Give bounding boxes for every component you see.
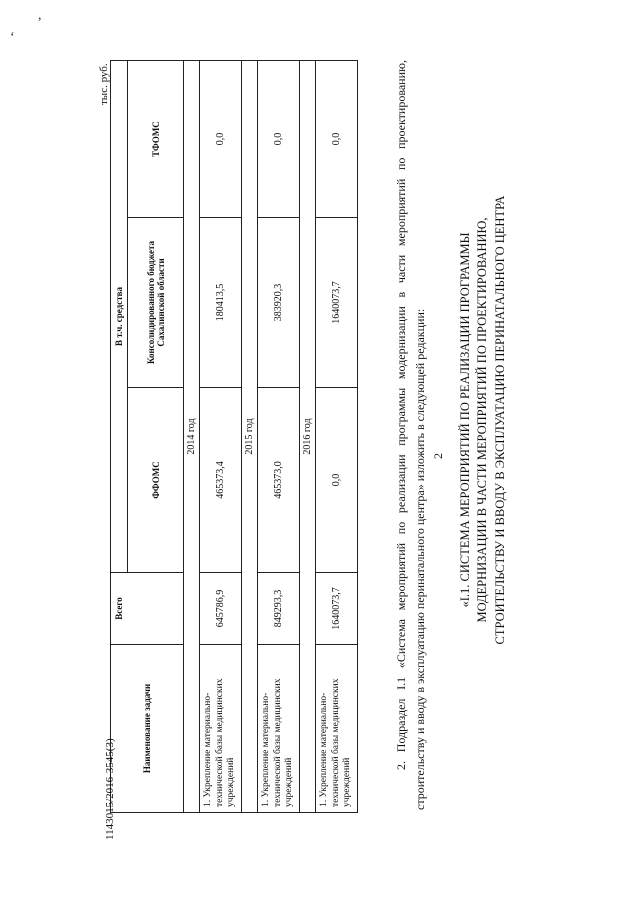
total-cell: 1640073,7 (316, 573, 358, 645)
financing-table (110, 60, 358, 813)
ffoms-cell: 0,0 (316, 388, 358, 573)
scan-speck: , (38, 8, 42, 23)
document-number: 1143015/2016-3545(3) (104, 738, 116, 840)
year-label: 2014 год (184, 61, 200, 813)
paragraph-text: 2. Подраздел I.1 «Система мероприятий по реализации программы модернизации в части мероприятий по проектированию, строительству и вводу в эксплуатацию перинатального центра» изложить в следующей редакции: (394, 60, 427, 810)
heading-line: МОДЕРНИЗАЦИИ В ЧАСТИ МЕРОПРИЯТИЙ ПО ПРОЕКТИРОВАНИЮ, (475, 217, 490, 623)
section-heading (457, 140, 509, 700)
total-cell: 849293,3 (258, 573, 300, 645)
col-tfoms-header: ТФОМС (128, 61, 184, 218)
table-row (316, 61, 358, 813)
year-label: 2016 год (300, 61, 316, 813)
heading-line: «I.1. СИСТЕМА МЕРОПРИЯТИЙ ПО РЕАЛИЗАЦИИ ПРОГРАММЫ (458, 232, 472, 608)
col-ffoms-header: ФФОМС (128, 388, 184, 573)
year-label: 2015 год (242, 61, 258, 813)
total-cell: 645786,9 (200, 573, 242, 645)
tfoms-cell: 0,0 (200, 61, 242, 218)
year-row (184, 61, 200, 813)
page-number: 2 (431, 453, 445, 459)
consolidated-cell: 180413,5 (200, 218, 242, 388)
col-including-header: В т.ч. средства (111, 61, 128, 573)
table-row (200, 61, 242, 813)
col-total-header: Всего (111, 573, 184, 645)
tfoms-cell: 0,0 (258, 61, 300, 218)
year-row (300, 61, 316, 813)
amendment-paragraph (392, 60, 429, 810)
task-cell: 1. Укрепление материально-технической базы медицинских учреждений (316, 645, 358, 813)
table-row (258, 61, 300, 813)
heading-line: СТРОИТЕЛЬСТВУ И ВВОДУ В ЭКСПЛУАТАЦИЮ ПЕРИНАТАЛЬНОГО ЦЕНТРА (492, 195, 507, 645)
col-task-header: Наименование задачи (111, 645, 184, 813)
task-cell: 1. Укрепление материально-технической базы медицинских учреждений (200, 645, 242, 813)
consolidated-cell: 383920,3 (258, 218, 300, 388)
ffoms-cell: 465373,4 (200, 388, 242, 573)
ffoms-cell: 465373,0 (258, 388, 300, 573)
year-row (242, 61, 258, 813)
col-consolidated-header: Консолидированного бюджета Сахалинской области (128, 218, 184, 388)
scan-speck: ‘ (10, 30, 15, 45)
consolidated-cell: 1640073,7 (316, 218, 358, 388)
tfoms-cell: 0,0 (316, 61, 358, 218)
task-cell: 1. Укрепление материально-технической базы медицинских учреждений (258, 645, 300, 813)
table-header-row (111, 61, 128, 813)
unit-label: тыс. руб. (98, 63, 110, 105)
